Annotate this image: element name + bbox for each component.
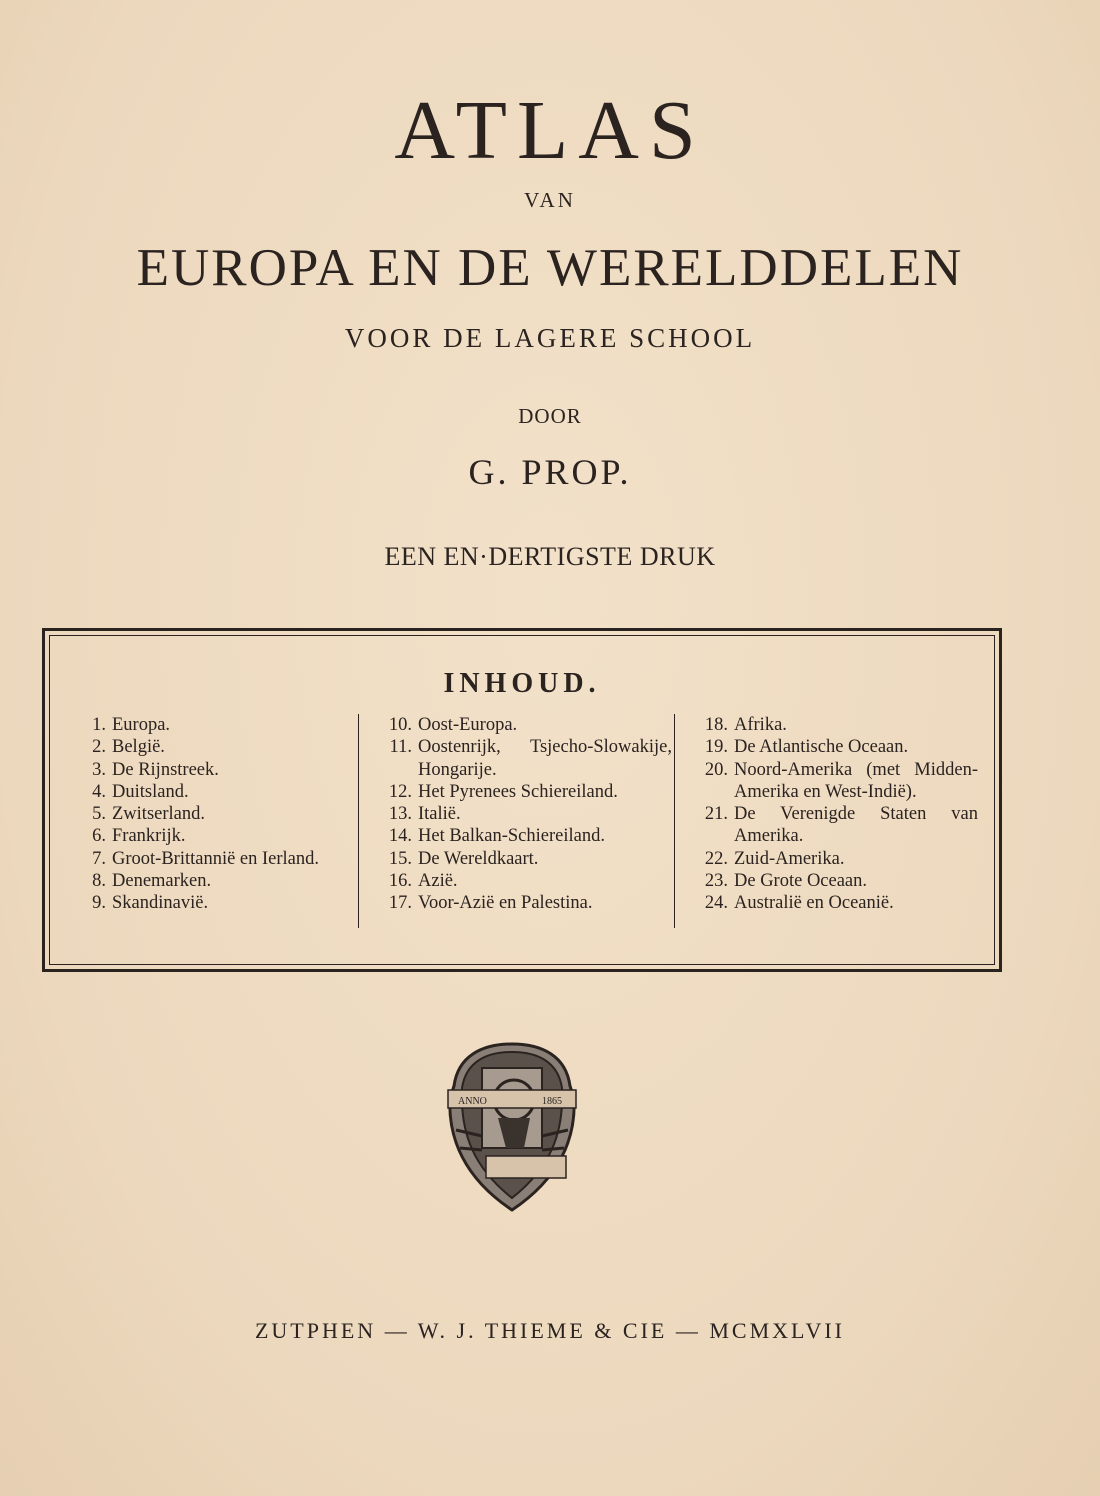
contents-entry [86,848,356,870]
contents-column-2 [382,714,672,915]
contents-entry [382,714,672,736]
entry-title: De Rijnstreek. [112,759,219,780]
entry-title: Duitsland. [112,781,189,802]
contents-entry [382,848,672,870]
entry-number: 3. [92,759,106,780]
entry-number: 15. [388,848,412,869]
entry-title: Zuid-Amerika. [734,848,845,869]
contents-entry [382,870,672,892]
entry-title: Italië. [418,804,461,825]
entry-title: Azië. [418,871,458,892]
entry-number: 6. [92,826,106,847]
contents-entry [86,736,356,758]
contents-entry [86,714,356,736]
entry-number: 4. [92,781,106,802]
entry-number: 18. [704,715,728,735]
entry-number: 9. [92,893,106,914]
entry-number: 10. [388,715,412,735]
entry-number: 22. [704,848,728,869]
entry-number: 2. [92,737,106,758]
entry-title: Groot-Brittannië en Ierland. [112,848,320,869]
entry-title: Voor-Azië en Palestina. [418,893,593,914]
contents-entry [86,803,356,825]
column-divider [674,714,675,928]
contents-entry [698,803,978,848]
entry-number: 8. [92,871,106,892]
publisher-seal-icon [442,1038,582,1216]
entry-title: Oostenrijk, Tsjecho-Slowakije, Hongarije. [418,737,672,780]
contents-entry [86,825,356,847]
entry-title: Het Balkan-Schiereiland. [418,826,605,847]
entry-number: 14. [388,826,412,847]
contents-entry [382,825,672,847]
entry-number: 19. [704,737,728,758]
entry-number: 23. [704,871,728,892]
contents-entry [382,803,672,825]
entry-title: De Wereldkaart. [418,848,539,869]
entry-number: 13. [388,804,412,825]
seal-text-right: 1865 [542,1096,562,1107]
entry-number: 11. [389,737,412,758]
entry-number: 21. [704,804,728,825]
entry-title: Oost-Europa. [418,715,518,735]
entry-title: De Atlantische Oceaan. [734,737,909,758]
school-level: VOOR DE LAGERE SCHOOL [344,323,756,353]
entry-title: Frankrijk. [112,826,186,847]
contents-entry [698,759,978,804]
contents-entry [698,714,978,736]
contents-inner-border [49,635,995,965]
entry-title: Noord-Amerika (met Midden-Amerika en West-Indië). [734,759,978,802]
author-name: G. PROP. [468,452,632,492]
entry-title: Denemarken. [112,871,212,892]
entry-number: 20. [704,759,728,780]
contents-entry [382,781,672,803]
author-prefix: DOOR [518,404,582,428]
contents-entry [698,870,978,892]
entry-title: Het Pyrenees Schiereiland. [418,781,618,802]
entry-title: Afrika. [734,715,787,735]
entry-title: Skandinavië. [112,893,209,914]
seal-text-left: ANNO [458,1096,487,1107]
contents-entry [86,892,356,914]
entry-title: De Grote Oceaan. [734,871,868,892]
contents-entry [698,892,978,914]
entry-number: 24. [704,893,728,914]
entry-title: Zwitserland. [112,804,205,825]
entry-number: 16. [388,871,412,892]
contents-entry [698,736,978,758]
atlas-subtitle: EUROPA EN DE WERELDDELEN [136,239,964,297]
title-connector: VAN [524,188,576,212]
contents-entry [86,781,356,803]
atlas-title: ATLAS [394,84,706,177]
entry-number: 17. [388,893,412,914]
contents-box [42,628,1002,972]
contents-entry [86,759,356,781]
publisher-imprint: ZUTPHEN — W. J. THIEME & CIE — MCMXLVII [254,1318,845,1343]
contents-column-3 [698,714,978,915]
column-divider [358,714,359,928]
entry-number: 12. [388,781,412,802]
entry-title: België. [112,737,165,758]
contents-entry [86,870,356,892]
entry-title: Europa. [112,715,171,735]
contents-column-1 [86,714,356,915]
edition-line: EEN EN·DERTIGSTE DRUK [384,542,716,571]
entry-number: 5. [92,804,106,825]
entry-title: Australië en Oceanië. [734,893,894,914]
contents-entry [698,848,978,870]
contents-entry [382,736,672,781]
contents-heading: INHOUD. [443,668,601,699]
entry-number: 1. [92,715,106,735]
entry-title: De Verenigde Staten van Amerika. [734,804,978,847]
contents-entry [382,892,672,914]
entry-number: 7. [92,848,106,869]
